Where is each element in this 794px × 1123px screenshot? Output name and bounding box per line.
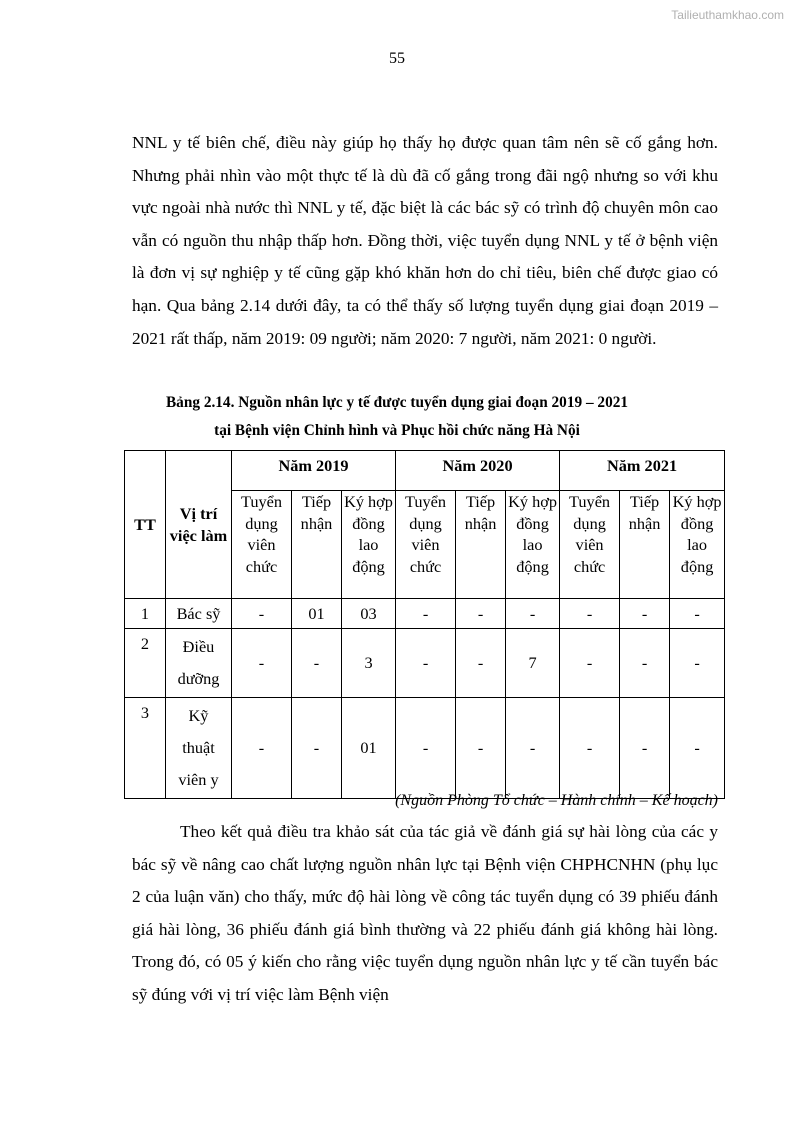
watermark: Tailieuthamkhao.com [671, 8, 784, 22]
table-row [125, 629, 725, 698]
table-cell: - [396, 698, 456, 799]
header-year-2019: Năm 2019 [232, 451, 396, 491]
table-cell: - [670, 629, 725, 698]
table-cell: - [396, 629, 456, 698]
recruitment-table [124, 450, 725, 799]
table-cell: - [560, 629, 620, 698]
table-cell: - [456, 698, 506, 799]
table-cell: 01 [292, 599, 342, 629]
table-cell: - [670, 599, 725, 629]
row-position: Bác sỹ [166, 599, 232, 629]
subheader-contract: Ký hợp đồng lao động [670, 491, 725, 599]
subheader-recruit: Tuyển dụng viên chức [232, 491, 292, 599]
table-cell: - [620, 599, 670, 629]
table-cell: 01 [342, 698, 396, 799]
subheader-contract: Ký hợp đồng lao động [342, 491, 396, 599]
row-position: Điều dưỡng [166, 629, 232, 698]
table-cell: - [292, 698, 342, 799]
row-position: Kỹ thuật viên y [166, 698, 232, 799]
table-cell: 7 [506, 629, 560, 698]
body-paragraph-1: NNL y tế biên chế, điều này giúp họ thấy họ được quan tâm nên sẽ cố gắng hơn. Nhưng phải nhìn vào một thực tế là dù đã cố gắng trong đãi ngộ nhưng so với khu vực ngoài nhà nước thì NNL y tế, đặc biệt là các bác sỹ có trình độ chuyên môn cao vẫn có nguồn thu nhập thấp hơn. Đồng thời, việc tuyển dụng NNL y tế ở bệnh viện là đơn vị sự nghiệp y tế cũng gặp khó khăn hơn do chỉ tiêu, biên chế được giao có hạn. Qua bảng 2.14 dưới đây, ta có thể thấy số lượng tuyển dụng giai đoạn 2019 – 2021 rất thấp, năm 2019: 09 người; năm 2020: 7 người, năm 2021: 0 người. [132, 133, 718, 348]
table-cell: - [560, 599, 620, 629]
table-cell: 03 [342, 599, 396, 629]
row-tt: 2 [125, 629, 166, 698]
table-source: (Nguồn Phòng Tổ chức – Hành chính – Kế hoạch) [395, 792, 718, 809]
header-position: Vị trí việc làm [166, 451, 232, 599]
row-tt: 1 [125, 599, 166, 629]
subheader-receive: Tiếp nhận [292, 491, 342, 599]
header-year-2021: Năm 2021 [560, 451, 725, 491]
header-tt: TT [125, 451, 166, 599]
table-row [125, 698, 725, 799]
table-cell: - [232, 629, 292, 698]
table-cell: - [506, 599, 560, 629]
table-caption-line-1: Bảng 2.14. Nguồn nhân lực y tế được tuyển dụng giai đoạn 2019 – 2021 [165, 394, 629, 411]
table-cell: - [292, 629, 342, 698]
row-tt: 3 [125, 698, 166, 799]
header-year-2020: Năm 2020 [396, 451, 560, 491]
subheader-recruit: Tuyển dụng viên chức [396, 491, 456, 599]
table-row [125, 599, 725, 629]
table-cell: - [560, 698, 620, 799]
table-cell: - [232, 599, 292, 629]
table-cell: - [456, 599, 506, 629]
table-cell: - [232, 698, 292, 799]
page-number: 55 [389, 50, 405, 67]
table-cell: - [670, 698, 725, 799]
subheader-recruit: Tuyển dụng viên chức [560, 491, 620, 599]
body-paragraph-2: Theo kết quả điều tra khảo sát của tác giả về đánh giá sự hài lòng của các y bác sỹ về nâng cao chất lượng nguồn nhân lực tại Bệnh viện CHPHCNHN (phụ lục 2 của luận văn) cho thấy, mức độ hài lòng về công tác tuyển dụng có 39 phiếu đánh giá hài lòng, 36 phiếu đánh giá bình thường và 22 phiếu đánh giá không hài lòng. Trong đó, có 05 ý kiến cho rằng việc tuyển dụng nguồn nhân lực y tế cần tuyển bác sỹ đúng với vị trí việc làm Bệnh viện [132, 822, 718, 1004]
table-cell: - [396, 599, 456, 629]
table-cell: 3 [342, 629, 396, 698]
table-cell: - [456, 629, 506, 698]
subheader-contract: Ký hợp đồng lao động [506, 491, 560, 599]
subheader-receive: Tiếp nhận [456, 491, 506, 599]
table-caption-line-2: tại Bệnh viện Chỉnh hình và Phục hồi chức năng Hà Nội [214, 422, 580, 439]
table-cell: - [506, 698, 560, 799]
subheader-receive: Tiếp nhận [620, 491, 670, 599]
table-cell: - [620, 698, 670, 799]
table-cell: - [620, 629, 670, 698]
